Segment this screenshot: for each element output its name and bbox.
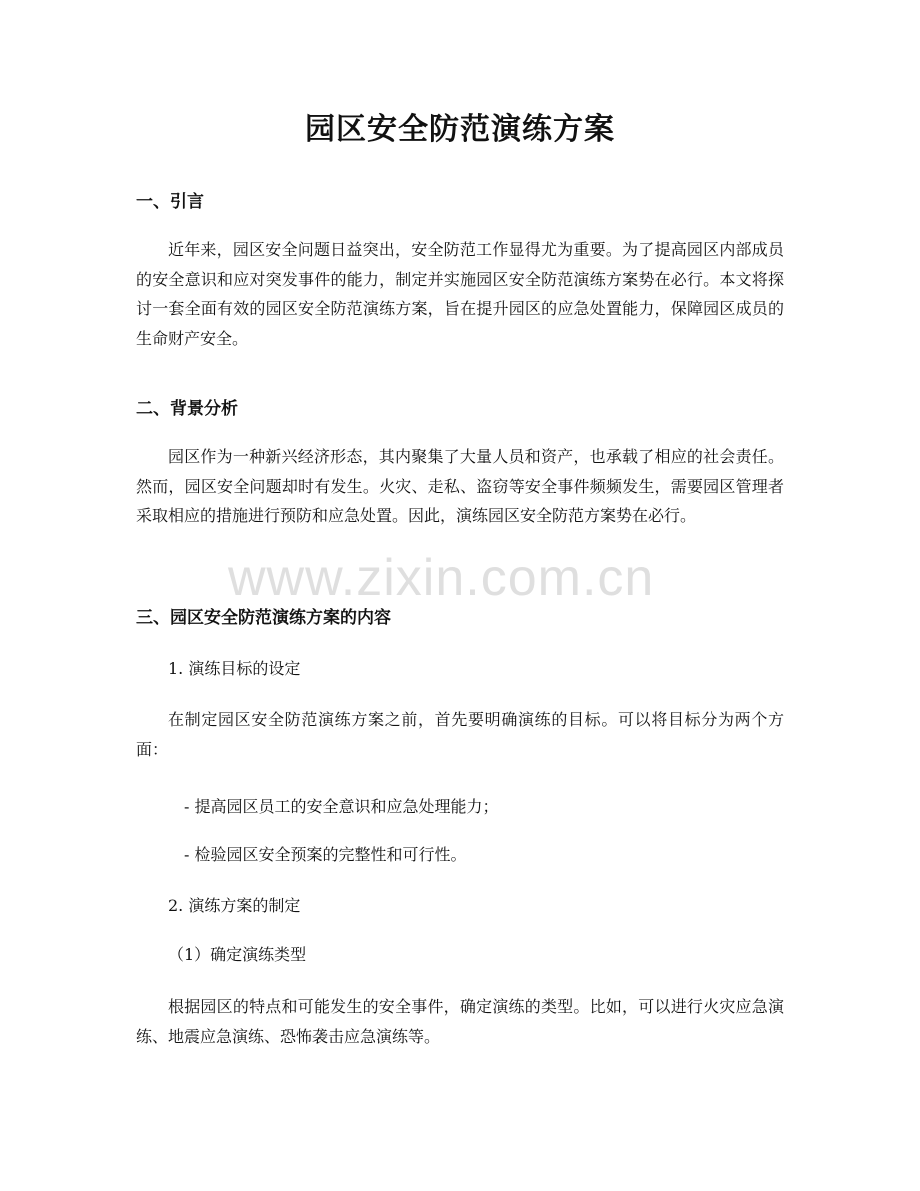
bullet-item-awareness: - 提高园区员工的安全意识和应急处理能力； (184, 797, 499, 816)
paragraph-goal-setting: 在制定园区安全防范演练方案之前，首先要明确演练的目标。可以将目标分为两个方面： (136, 710, 784, 759)
subheading-plan-formulation: 2. 演练方案的制定 (168, 896, 301, 915)
section-heading-plan-content: 三、园区安全防范演练方案的内容 (136, 608, 391, 628)
paragraph-drill-type: 根据园区的特点和可能发生的安全事件，确定演练的类型。比如，可以进行火灾应急演练、地震应急演练、恐怖袭击应急演练等。 (136, 997, 784, 1046)
watermark: www.zixin.com.cn (228, 549, 655, 607)
subheading-goal-setting: 1. 演练目标的设定 (168, 659, 301, 678)
section-paragraph-background: 园区作为一种新兴经济形态，其内聚集了大量人员和资产，也承载了相应的社会责任。然而，园区安全问题却时有发生。火灾、走私、盗窃等安全事件频频发生，需要园区管理者采取相应的措施进行预防和应急处置。因此，演练园区安全防范方案势在必行。 (136, 447, 784, 525)
bullet-item-plan-check: - 检验园区安全预案的完整性和可行性。 (184, 845, 467, 864)
document-title: 园区安全防范演练方案 (305, 112, 615, 147)
section-heading-background: 二、背景分析 (136, 399, 238, 419)
subitem-drill-type: （1）确定演练类型 (168, 945, 307, 964)
section-heading-introduction: 一、引言 (136, 192, 204, 212)
section-paragraph-introduction: 近年来，园区安全问题日益突出，安全防范工作显得尤为重要。为了提高园区内部成员的安全意识和应对突发事件的能力，制定并实施园区安全防范演练方案势在必行。本文将探讨一套全面有效的园区安全防范演练方案，旨在提升园区的应急处置能力，保障园区成员的生命财产安全。 (136, 240, 784, 348)
